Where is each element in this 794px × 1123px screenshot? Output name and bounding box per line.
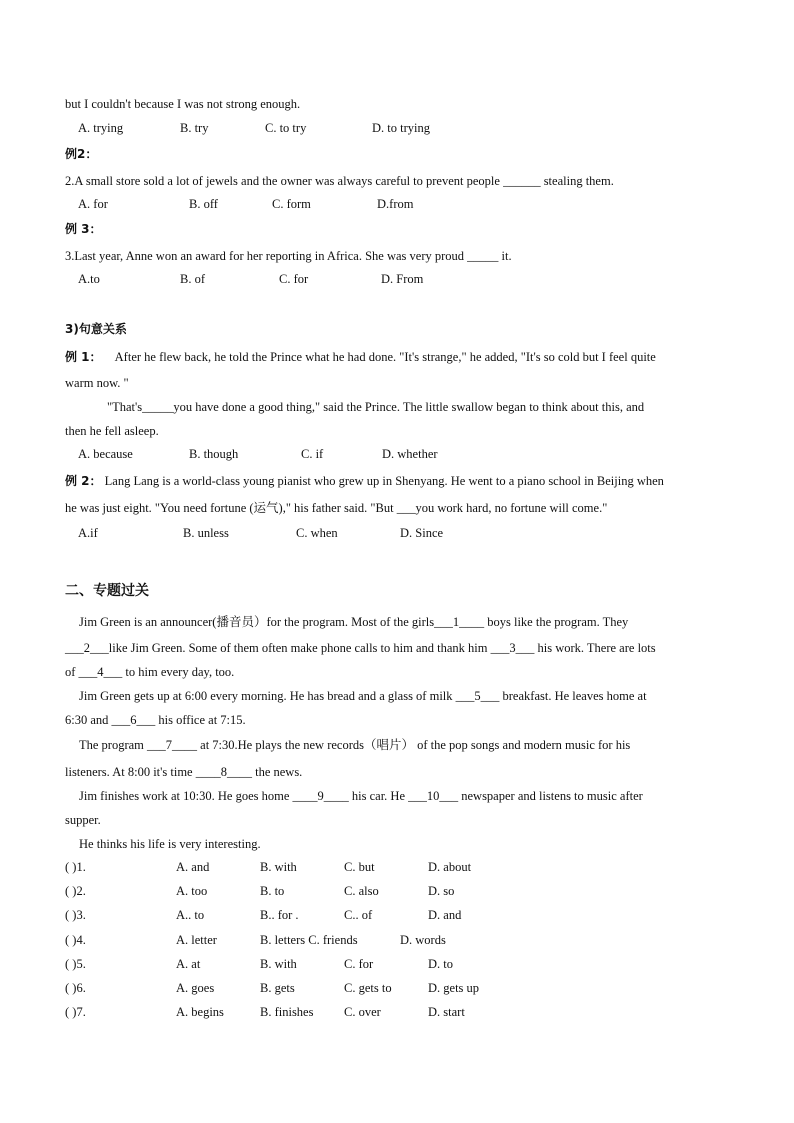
example2-line2: he was just eight. "You need fortune (运气)," his father said. "But ___you work hard, no fortune will come." xyxy=(65,501,608,515)
example1-line2: warm now. " xyxy=(65,376,129,390)
option-c: C. but xyxy=(344,860,375,874)
option-a: A. and xyxy=(176,860,210,874)
question-number: ( )2. xyxy=(65,884,86,898)
example3-question: 3.Last year, Anne won an award for her reporting in Africa. She was very proud _____ it. xyxy=(65,249,512,263)
option-b: B. finishes xyxy=(260,1005,314,1019)
passage-line-3: of ___4___ to him every day, too. xyxy=(65,665,235,679)
option-a: A. too xyxy=(176,884,208,898)
option-c: C. for xyxy=(279,272,309,286)
example2-line1: Lang Lang is a world-class young pianist who grew up in Shenyang. He went to a piano school in Beijing when xyxy=(104,474,664,488)
question-number: ( )4. xyxy=(65,933,86,947)
option-c: C. over xyxy=(344,1005,381,1019)
example3-label: 例 3： xyxy=(65,222,102,236)
option-c: C. when xyxy=(296,526,338,540)
question-number: ( )6. xyxy=(65,981,86,995)
passage-line-5: 6:30 and ___6___ his office at 7:15. xyxy=(65,713,246,727)
section3-example1 xyxy=(65,349,728,365)
option-d: D. and xyxy=(428,908,462,922)
example1-line1: After he flew back, he told the Prince what he had done. "It's strange," he added, "It's so cold but I feel quite xyxy=(114,350,656,364)
option-a: A. trying xyxy=(78,121,124,135)
section-heading-sentence-relation: 3)句意关系 xyxy=(65,322,127,336)
example1-question-tail: but I couldn't because I was not strong enough. xyxy=(65,97,301,111)
option-c: C. also xyxy=(344,884,379,898)
question-number: ( )5. xyxy=(65,957,86,971)
passage-line-4: Jim Green gets up at 6:00 every morning. He has bread and a glass of milk ___5___ breakfast. He leaves home at xyxy=(79,689,647,703)
question-number: ( )1. xyxy=(65,860,86,874)
passage-line-7: listeners. At 8:00 it's time ____8____ the news. xyxy=(65,765,303,779)
option-c: C. if xyxy=(301,447,324,461)
passage-line-2: ___2___like Jim Green. Some of them often make phone calls to him and thank him ___3___ his work. There are lots xyxy=(65,641,656,655)
option-a: A. letter xyxy=(176,933,217,947)
option-a: A.. to xyxy=(176,908,205,922)
option-a: A. begins xyxy=(176,1005,224,1019)
option-a: A. because xyxy=(78,447,133,461)
example2-question: 2.A small store sold a lot of jewels and the owner was always careful to prevent people ______ stealing them. xyxy=(65,174,614,188)
option-d: D. From xyxy=(381,272,424,286)
option-c: C. gets to xyxy=(344,981,392,995)
option-a: A. goes xyxy=(176,981,215,995)
option-a: A.to xyxy=(78,272,100,286)
option-b: B. though xyxy=(189,447,239,461)
section3-example2 xyxy=(65,473,664,489)
passage-line-6: The program ___7____ at 7:30.He plays the new records（唱片） of the pop songs and modern music for his xyxy=(79,738,631,752)
option-d: D. whether xyxy=(382,447,438,461)
option-d: D. about xyxy=(428,860,472,874)
option-a: A. at xyxy=(176,957,201,971)
option-b: B. with xyxy=(260,957,297,971)
option-a: A. for xyxy=(78,197,108,211)
passage-line-9: supper. xyxy=(65,813,101,827)
option-b: B. gets xyxy=(260,981,295,995)
question-number: ( )7. xyxy=(65,1005,86,1019)
passage-line-1: Jim Green is an announcer(播音员）for the program. Most of the girls___1____ boys like the program. They xyxy=(79,615,629,629)
option-c: C. to try xyxy=(265,121,307,135)
passage-line-8: Jim finishes work at 10:30. He goes home ____9____ his car. He ___10___ newspaper and listens to music after xyxy=(79,789,643,803)
option-d: D. Since xyxy=(400,526,444,540)
example2-label: 例2： xyxy=(65,147,98,161)
option-b: B. unless xyxy=(183,526,229,540)
option-c: C.. of xyxy=(344,908,373,922)
example1-line4: then he fell asleep. xyxy=(65,424,159,438)
passage-line-10: He thinks his life is very interesting. xyxy=(79,837,261,851)
option-b-and-c: B. letters C. friends xyxy=(260,933,358,947)
example1-label: 例 1： xyxy=(65,350,102,364)
option-c: C. form xyxy=(272,197,311,211)
option-d: D. to xyxy=(428,957,453,971)
option-d: D. to trying xyxy=(372,121,430,135)
option-b: B. with xyxy=(260,860,297,874)
section-heading-practice: 二、专题过关 xyxy=(65,583,149,599)
option-d: D. so xyxy=(428,884,455,898)
option-d: D. start xyxy=(428,1005,465,1019)
question-number: ( )3. xyxy=(65,908,86,922)
example1-line3: "That's_____you have done a good thing," said the Prince. The little swallow began to think about this, and xyxy=(107,400,645,414)
example2-label: 例 2： xyxy=(65,474,102,488)
option-b: B.. for . xyxy=(260,908,299,922)
option-c: C. for xyxy=(344,957,374,971)
option-d: D. gets up xyxy=(428,981,480,995)
option-d: D. words xyxy=(400,933,446,947)
option-b: B. try xyxy=(180,121,209,135)
option-a: A.if xyxy=(78,526,98,540)
option-b: B. off xyxy=(189,197,218,211)
option-b: B. to xyxy=(260,884,285,898)
option-d: D.from xyxy=(377,197,414,211)
option-b: B. of xyxy=(180,272,205,286)
